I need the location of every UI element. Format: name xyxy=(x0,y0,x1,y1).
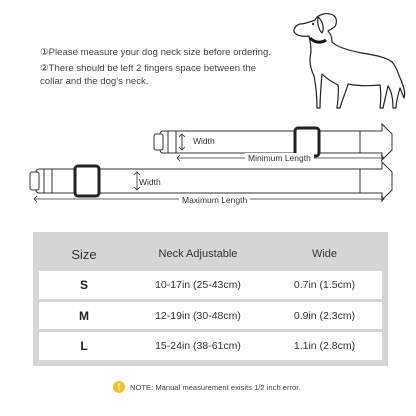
bottom-length-label: Maximum Length xyxy=(179,195,250,205)
wide-cell: 0.7in (1.5cm) xyxy=(293,279,356,291)
table-row xyxy=(39,271,382,299)
top-length-label: Minimum Length xyxy=(245,153,314,163)
top-width-label: Width xyxy=(193,136,215,146)
note-text: NOTE: Manual measurement exisits 1/2 inch error. xyxy=(130,383,301,392)
table-row xyxy=(39,332,382,360)
size-table xyxy=(33,232,388,366)
size-cell: L xyxy=(80,339,88,353)
neck-cell: 10-17in (25-43cm) xyxy=(155,279,241,291)
header-size: Size xyxy=(71,246,97,262)
header-neck: Neck Adjustable xyxy=(158,248,238,260)
neck-cell: 12-19in (30-48cm) xyxy=(155,309,241,322)
table-row xyxy=(39,302,382,329)
instruction-line-2: ②There should be left 2 fingers space between the xyxy=(40,63,257,74)
neck-cell: 15-24in (38-61cm) xyxy=(155,340,241,352)
dog-illustration xyxy=(294,14,405,108)
bottom-width-label: Width xyxy=(139,177,161,187)
instruction-line-3: collar and the dog's neck. xyxy=(40,76,149,87)
wide-cell: 1.1in (2.8cm) xyxy=(293,340,356,352)
wide-cell: 0.9in (2.3cm) xyxy=(293,309,356,322)
size-cell: S xyxy=(79,278,88,292)
size-cell: M xyxy=(79,308,89,323)
header-wide: Wide xyxy=(311,248,338,260)
warning-icon: ! xyxy=(113,381,125,393)
table-header-row xyxy=(39,240,382,268)
instruction-line-1: ①Please measure your dog neck size before ordering. xyxy=(40,47,271,58)
